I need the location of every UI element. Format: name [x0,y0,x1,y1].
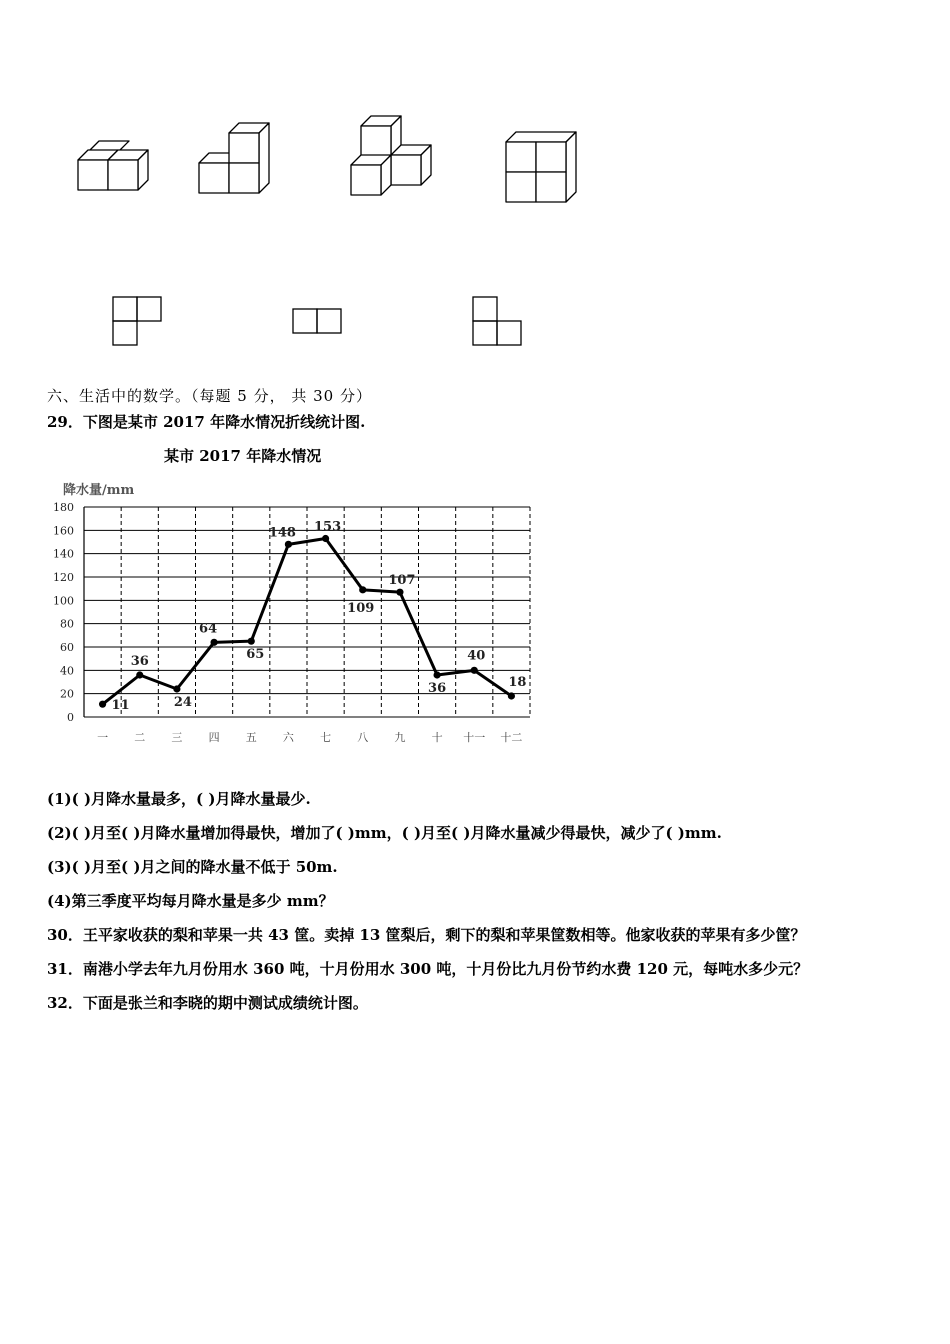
x-tick-label: 十一 [463,731,486,744]
x-tick-label: 九 [394,731,406,744]
view-figures [0,0,950,364]
data-label: 11 [111,698,130,714]
question-30: 30．王平家收获的梨和苹果一共 43 筐。卖掉 13 筐梨后，剩下的梨和苹果筐数相等。他家收获的苹果有多少筐？ [47,926,806,944]
question-29-part-4: (4)第三季度平均每月降水量是多少 mm？ [47,892,334,910]
data-point [322,535,329,542]
chart-grid [84,507,530,717]
y-tick-label: 100 [53,594,74,608]
data-label: 24 [173,695,192,710]
data-label: 153 [314,519,342,535]
y-tick-label: 60 [60,641,74,654]
x-tick-label: 三 [171,731,183,744]
data-label: 65 [246,647,265,663]
y-tick-label: 140 [53,547,74,561]
data-label: 64 [199,621,218,637]
data-point [136,671,143,678]
x-tick-label: 二 [134,731,146,744]
y-tick-label: 40 [60,664,74,678]
y-tick-label: 160 [53,524,74,538]
x-tick-label: 八 [357,731,369,744]
question-32: 32．下面是张兰和李晓的期中测试成绩统计图。 [47,994,368,1012]
chart-data-labels [112,520,527,714]
y-tick-label: 80 [60,617,74,631]
x-tick-label: 五 [245,731,257,744]
data-label: 148 [268,525,296,541]
data-label: 36 [130,654,149,669]
data-point [508,692,515,699]
x-tick-label: 十 [431,731,443,744]
x-tick-label: 四 [208,731,220,744]
x-tick-label: 一 [97,731,109,744]
y-tick-label: 20 [60,687,74,701]
x-tick-label: 七 [320,731,332,744]
data-label: 18 [508,675,527,690]
data-label: 40 [467,648,486,664]
y-tick-label: 0 [67,711,74,724]
data-label: 36 [428,681,447,696]
question-31: 31．南港小学去年九月份用水 360 吨，十月份用水 300 吨，十月份比九月份节约水费 120 元，每吨水多少元？ [47,960,809,978]
question-29-part-2: (2)( )月至( )月降水量增加得最快，增加了( )mm，( )月至( )月降水量减少得最快，减少了( )mm. [47,824,722,842]
y-tick-label: 120 [53,571,74,584]
x-tick-label: 六 [282,731,294,744]
view-figure-3 [473,297,521,345]
data-point [173,685,180,692]
data-label: 109 [347,600,375,616]
section-title: 六、生活中的数学。（每题 5 分， 共 30 分） [47,387,372,405]
chart-title: 某市 2017 年降水情况 [164,447,322,465]
question-29-part-1: (1)( )月降水量最多，( )月降水量最少. [47,790,311,808]
data-point [471,667,478,674]
chart-y-axis-label: 降水量/mm [63,483,135,498]
view-figure-2 [293,309,341,333]
data-point [99,701,106,708]
y-tick-label: 180 [53,501,74,514]
view-figure-1 [113,297,161,345]
view-figures-svg [0,0,950,360]
chart-x-ticks [97,730,522,744]
data-point [210,639,217,646]
precipitation-chart [40,470,540,750]
chart-y-ticks [53,501,74,724]
question-29: 29．下图是某市 2017 年降水情况折线统计图. [47,413,366,431]
data-point [248,638,255,645]
data-point [396,589,403,596]
data-point [285,541,292,548]
question-29-part-3: (3)( )月至( )月之间的降水量不低于 50m. [47,858,338,876]
data-point [359,586,366,593]
x-tick-label: 十二 [500,731,523,744]
data-point [433,671,440,678]
data-label: 107 [388,573,416,589]
